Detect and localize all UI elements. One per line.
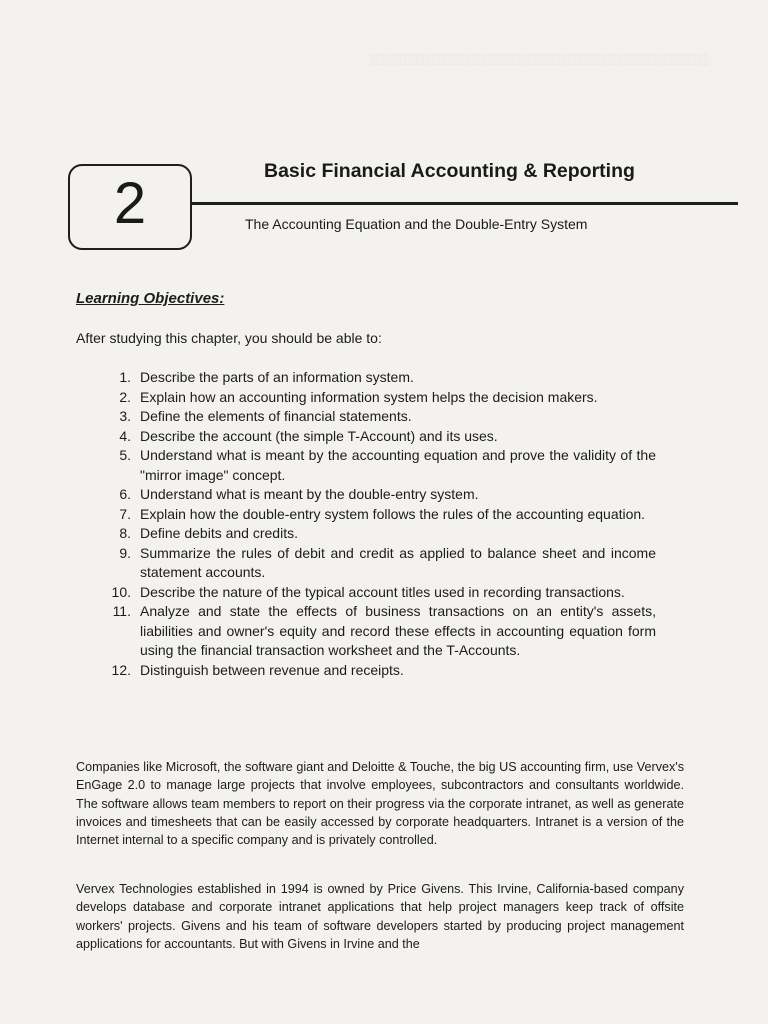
list-item: 2. Explain how an accounting information system helps the decision makers. <box>119 388 598 405</box>
list-item: 6. Understand what is meant by the double-entry system. <box>119 486 479 502</box>
list-item: 7. Explain how the double-entry system follows the rules of the accounting equation. <box>119 505 646 522</box>
list-item: 11. Analyze and state the effects of business transactions on an entity's assets, liabilities and owner's equity and record these effects in accounting equation form using the financial transaction worksheet and the T-Accounts. <box>112 603 656 658</box>
bleed-through-texture: ░░░░░░░░░░░░░░░░░░░░░░░░░░░░░░░░░░░░░░░░ <box>369 52 710 66</box>
header-rule <box>190 202 738 205</box>
list-item: 8. Define debits and credits. <box>119 525 298 541</box>
list-item: 3. Define the elements of financial statements. <box>119 408 412 424</box>
learning-objectives-list <box>96 368 656 680</box>
chapter-number: 2 <box>113 171 147 236</box>
body-paragraph-1: Companies like Microsoft, the software giant and Deloitte & Touche, the big US accounting firm, use Vervex's EnGage 2.0 to manage large projects that involve employees, subcontractors and consultants worldwide. The software allows team members to report on their progress via the corporate intranet, as well as generate invoices and timesheets that can be easily accessed by corporate headquarters. Intranet is a version of the Internet internal to a specific company and is privately controlled. <box>76 760 684 848</box>
list-item: 1. Describe the parts of an information system. <box>119 369 414 385</box>
chapter-number-box <box>68 164 192 250</box>
list-item: 10. Describe the nature of the typical account titles used in recording transactions. <box>111 583 625 600</box>
learning-objectives-heading: Learning Objectives: <box>76 290 225 307</box>
learning-objectives-intro: After studying this chapter, you should be able to: <box>76 330 382 346</box>
list-item: 4. Describe the account (the simple T-Account) and its uses. <box>119 427 498 444</box>
list-item: 9. Summarize the rules of debit and credit as applied to balance sheet and income statement accounts. <box>119 544 656 580</box>
chapter-subtitle: The Accounting Equation and the Double-Entry System <box>245 216 588 232</box>
body-paragraph-2: Vervex Technologies established in 1994 is owned by Price Givens. This Irvine, California-based company develops database and corporate intranet applications that help project managers keep track of offsite workers' projects. Givens and his team of software developers started by producing project management applications for accountants. But with Givens in Irvine and the <box>76 882 684 951</box>
chapter-title: Basic Financial Accounting & Reporting <box>264 160 635 182</box>
list-item: 12. Distinguish between revenue and receipts. <box>111 661 404 678</box>
list-item: 5. Understand what is meant by the accounting equation and prove the validity of the "mirror image" concept. <box>119 447 656 483</box>
